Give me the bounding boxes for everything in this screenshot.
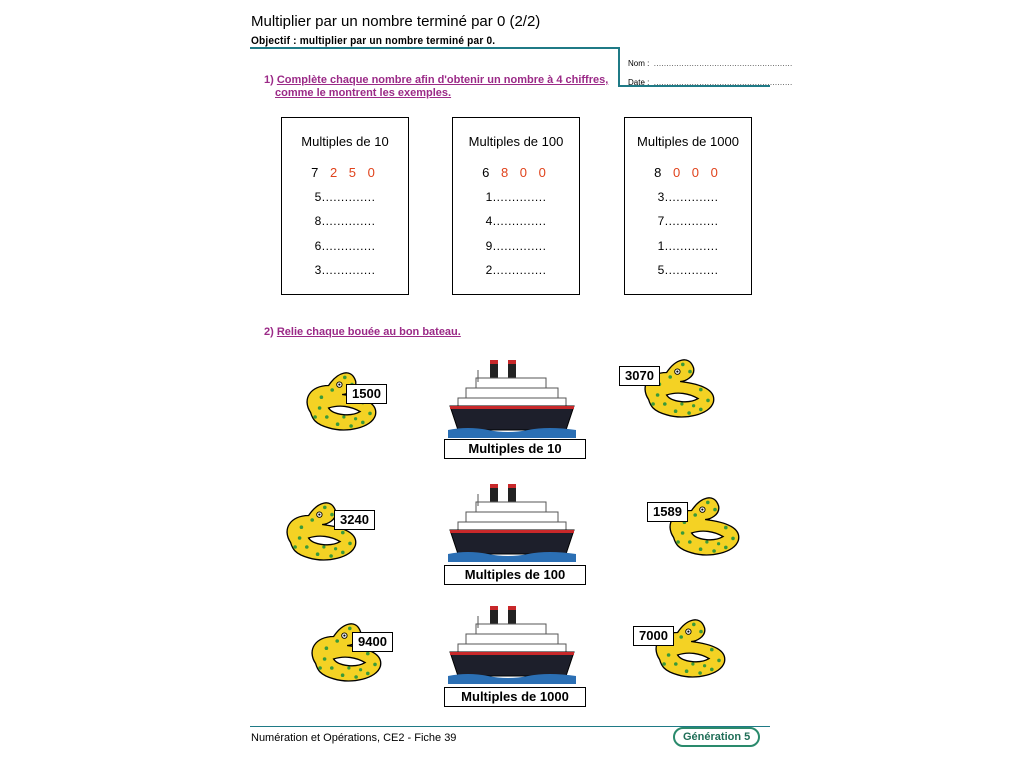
multiples-box-1000 <box>624 117 752 295</box>
box-row[interactable]: 3.............. <box>314 263 376 277</box>
header-divider <box>618 47 620 87</box>
example-first-digit: 8 <box>654 165 666 180</box>
name-dots: ....................................................... <box>653 59 793 68</box>
example-first-digit: 6 <box>482 165 494 180</box>
question-1 <box>264 74 608 100</box>
box-row[interactable]: 5.............. <box>657 263 719 277</box>
example-red-digits: 0 0 0 <box>672 165 722 180</box>
objective: Objectif : multiplier par un nombre terminé par 0. <box>251 35 496 47</box>
question-1-line1: Complète chaque nombre afin d'obtenir un nombre à 4 chiffres, <box>276 74 609 86</box>
footer-text: Numération et Opérations, CE2 - Fiche 39 <box>251 732 457 744</box>
buoy-icon <box>635 350 727 422</box>
question-2-text: Relie chaque bouée au bon bateau. <box>276 326 461 338</box>
buoy-number[interactable]: 3070 <box>619 366 660 386</box>
question-2-number: 2) <box>264 326 274 338</box>
box-title: Multiples de 10 <box>301 134 389 149</box>
date-label: Date : <box>628 78 650 87</box>
buoy-number[interactable]: 1589 <box>647 502 688 522</box>
box-row[interactable]: 7.............. <box>657 214 719 228</box>
buoy-icon <box>660 488 752 560</box>
box-row[interactable]: 5.............. <box>314 190 376 204</box>
date-field[interactable] <box>628 72 793 90</box>
boat-label[interactable]: Multiples de 100 <box>444 565 586 585</box>
buoy-number[interactable]: 3240 <box>334 510 375 530</box>
name-field[interactable] <box>628 53 793 71</box>
buoy-number[interactable]: 1500 <box>346 384 387 404</box>
box-row[interactable]: 8.............. <box>314 214 376 228</box>
ship-icon <box>448 360 576 438</box>
box-row[interactable]: 9.............. <box>485 239 547 253</box>
box-row[interactable]: 6.............. <box>314 239 376 253</box>
box-row[interactable]: 1.............. <box>657 239 719 253</box>
buoy-number[interactable]: 7000 <box>633 626 674 646</box>
ship-icon <box>448 606 576 684</box>
page-title: Multiplier par un nombre terminé par 0 (2/2) <box>251 13 541 30</box>
brand-badge: Génération 5 <box>673 727 760 747</box>
question-1-number: 1) <box>264 74 274 86</box>
box-row[interactable]: 2.............. <box>485 263 547 277</box>
header-rule <box>250 47 619 49</box>
box-row[interactable]: 1.............. <box>485 190 547 204</box>
question-1-line2: comme le montrent les exemples. <box>275 87 452 99</box>
box-title: Multiples de 100 <box>468 134 564 149</box>
question-2 <box>264 326 461 338</box>
boat-label[interactable]: Multiples de 10 <box>444 439 586 459</box>
multiples-box-100 <box>452 117 580 295</box>
example-red-digits: 2 5 0 <box>329 165 379 180</box>
multiples-box-10 <box>281 117 409 295</box>
box-example <box>282 165 408 180</box>
example-red-digits: 8 0 0 <box>500 165 550 180</box>
box-row[interactable]: 3.............. <box>657 190 719 204</box>
box-title: Multiples de 1000 <box>637 134 739 149</box>
box-example <box>453 165 579 180</box>
example-first-digit: 7 <box>311 165 323 180</box>
ship-icon <box>448 484 576 562</box>
buoy-number[interactable]: 9400 <box>352 632 393 652</box>
buoy-icon <box>646 610 738 682</box>
box-example <box>625 165 751 180</box>
boat-label[interactable]: Multiples de 1000 <box>444 687 586 707</box>
name-label: Nom : <box>628 59 650 68</box>
box-row[interactable]: 4.............. <box>485 214 547 228</box>
date-dots: ....................................................... <box>653 78 793 87</box>
